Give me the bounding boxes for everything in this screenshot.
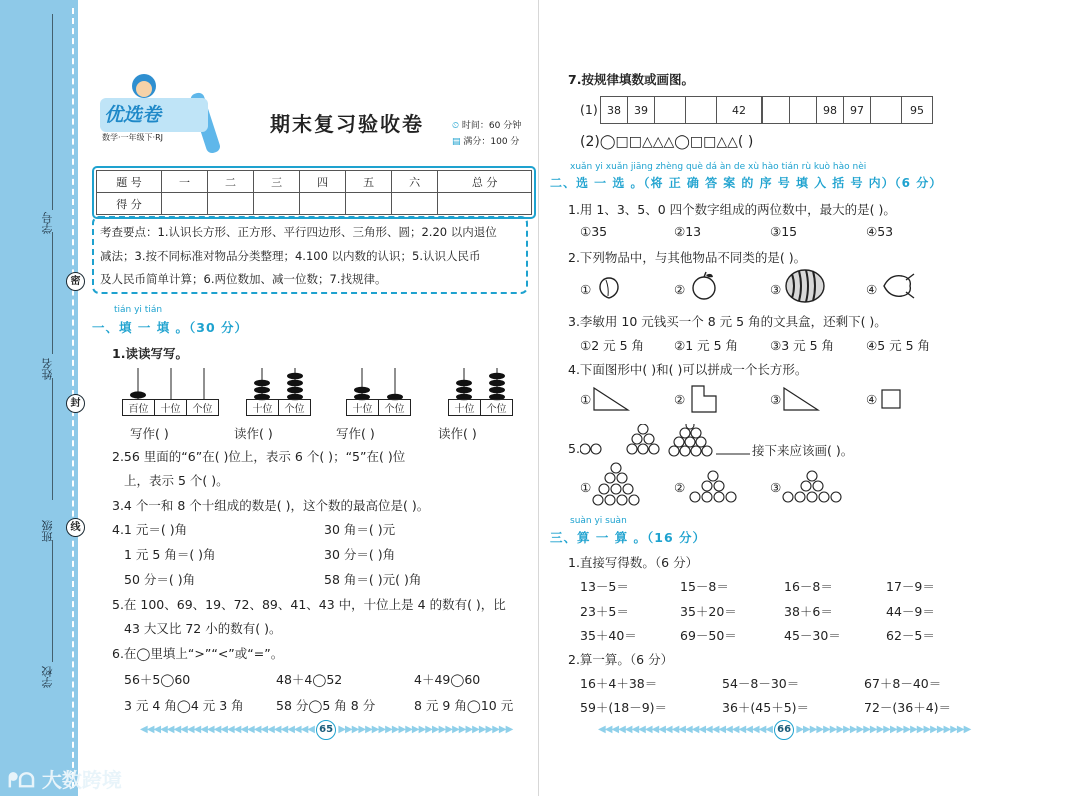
score-cell-head: 题 号	[97, 171, 162, 193]
field-line-student-no	[52, 14, 53, 210]
abacus-4	[448, 366, 514, 414]
square-shape-icon	[880, 388, 902, 410]
score-table-frame	[92, 166, 536, 219]
section3-title: 三、算 一 算 。（16 分）	[550, 530, 707, 545]
option[interactable]: ④	[866, 392, 878, 407]
field-line-class	[52, 378, 53, 500]
calc-item[interactable]: 16＋4＋38＝	[580, 676, 658, 691]
option[interactable]: ③3 元 5 角	[770, 338, 835, 353]
q4-item[interactable]: 58 角＝( )元( )角	[324, 572, 422, 587]
q4-item[interactable]: 1 元 5 角＝( )角	[124, 547, 216, 562]
score-table	[96, 170, 532, 215]
q4-item[interactable]: 30 分＝( )角	[324, 547, 396, 562]
option[interactable]: ①35	[580, 224, 608, 239]
pyramid-option-1-icon	[592, 462, 640, 508]
calc-item[interactable]: 72－(36＋4)＝	[864, 700, 952, 715]
score-icon: ▤	[452, 137, 461, 147]
page-number: 66	[774, 720, 794, 740]
abacus-label-row	[448, 399, 513, 416]
score-cell[interactable]	[438, 193, 532, 215]
footer-arrows-right-icon: ▶▶▶▶▶▶▶▶▶▶▶▶▶▶▶▶▶▶▶▶▶▶▶▶▶▶	[338, 724, 513, 735]
abacus-rods-icon	[122, 366, 220, 402]
score-cell-head: 四	[300, 171, 346, 193]
label-school: 学校	[41, 666, 54, 688]
label-class: 班级	[41, 520, 54, 542]
calc-item[interactable]: 59＋(18－9)＝	[580, 700, 668, 715]
label-student-no: 学号	[41, 212, 54, 234]
apple-icon	[688, 270, 720, 302]
option[interactable]: ②	[674, 480, 686, 495]
calc-item[interactable]: 45－30＝	[784, 628, 841, 643]
score-cell[interactable]	[162, 193, 208, 215]
footer-arrows-left-icon: ◀◀◀◀◀◀◀◀◀◀◀◀◀◀◀◀◀◀◀◀◀◀◀◀◀◀	[140, 724, 314, 735]
abacus-rods-icon	[246, 366, 312, 402]
binding-strip	[0, 0, 81, 796]
sequence-2	[762, 96, 933, 124]
seq3-shapes[interactable]: ◯□□△△△◯□□△△( )	[599, 134, 754, 150]
answer-blank[interactable]: 读作( )	[234, 426, 273, 441]
calc-item[interactable]: 16－8＝	[784, 579, 833, 594]
q4-item[interactable]: 30 角＝( )元	[324, 522, 396, 537]
option[interactable]: ②	[674, 392, 686, 407]
l-shape-icon	[690, 384, 720, 414]
brand-logo	[98, 72, 228, 156]
watermark	[8, 764, 122, 793]
q5-line: 5.在 100、69、19、72、89、41、43 中，十位上是 4 的数有( )，比	[112, 597, 506, 612]
pyramid-option-3-icon	[782, 470, 842, 508]
calc-item[interactable]: 35＋40＝	[580, 628, 637, 643]
option[interactable]: ①	[580, 480, 592, 495]
peach-icon	[594, 272, 624, 302]
option[interactable]: ③	[770, 392, 782, 407]
abacus-place-label: 十位	[347, 400, 379, 415]
choice-q3: 3.李敏用 10 元钱买一个 8 元 5 角的文具盒，还剩下( )。	[568, 314, 887, 329]
abacus-place-label: 个位	[486, 404, 507, 415]
compare-item[interactable]: 56＋5◯60	[124, 672, 191, 687]
field-line-school	[52, 540, 53, 662]
calc-item[interactable]: 36＋(45＋5)＝	[722, 700, 810, 715]
shape-pattern	[580, 134, 753, 150]
footer-arrows-right-icon: ▶▶▶▶▶▶▶▶▶▶▶▶▶▶▶▶▶▶▶▶▶▶▶▶▶▶	[796, 724, 971, 735]
abacus-rods-icon	[448, 366, 514, 402]
answer-blank[interactable]: 写作( )	[130, 426, 169, 441]
abacus-place-label: 百位	[123, 400, 155, 415]
field-line-name	[52, 232, 53, 354]
answer-blank[interactable]: 读作( )	[438, 426, 477, 441]
calc-item[interactable]: 54－8－30＝	[722, 676, 800, 691]
choice-q2: 2.下列物品中，与其他物品不同类的是( )。	[568, 250, 807, 265]
score-cell[interactable]	[346, 193, 392, 215]
score-table-header	[97, 171, 532, 193]
seq-cell[interactable]	[790, 97, 817, 124]
seq1-label: (1)	[580, 102, 598, 117]
score-cell-head: 五	[346, 171, 392, 193]
option[interactable]: ③	[770, 282, 782, 297]
calc-item[interactable]: 15－8＝	[680, 579, 729, 594]
option[interactable]: ③15	[770, 224, 798, 239]
page-footer-left	[140, 720, 512, 740]
score-cell-head: 六	[392, 171, 438, 193]
calc-item[interactable]: 44－9＝	[886, 604, 935, 619]
seq-cell[interactable]	[763, 97, 790, 124]
q1-title: 1.读读写写。	[112, 346, 188, 361]
triangle-shape-icon	[782, 386, 822, 412]
page-divider	[538, 0, 539, 796]
full-score	[452, 134, 519, 147]
seq-cell: 38	[601, 97, 628, 124]
compare-item[interactable]: 4＋49◯60	[414, 672, 481, 687]
choice-q5-tail: 接下来应该画( )。	[752, 443, 854, 458]
option[interactable]: ②13	[674, 224, 702, 239]
watermark-text: 大数跨境	[41, 768, 122, 792]
abacus-label-row	[346, 399, 411, 416]
calc-q1-title: 1.直接写得数。（6 分）	[568, 555, 699, 570]
section2-title: 二、选 一 选 。（将 正 确 答 案 的 序 号 填 入 括 号 内）（6 分）	[550, 176, 943, 190]
q2-line: 2.56 里面的“6”在( )位上，表示 6 个( )；“5”在( )位	[112, 449, 406, 464]
section2-pinyin: xuǎn yi xuǎn jiāng zhèng què dá àn de xù hào tián rù kuò hào nèi	[570, 162, 867, 172]
abacus-place-label: 个位	[192, 404, 213, 415]
seq-cell[interactable]	[686, 97, 717, 124]
abacus-label-row	[246, 399, 311, 416]
full-score-text: 满分：100 分	[463, 137, 520, 147]
right-triangle-shape-icon	[592, 386, 632, 412]
exam-time	[452, 118, 521, 131]
score-cell-head: 二	[208, 171, 254, 193]
page-title: 期末复习验收卷	[270, 112, 424, 136]
calc-item[interactable]: 69－50＝	[680, 628, 737, 643]
calc-item[interactable]: 17－9＝	[886, 579, 935, 594]
section3-pinyin: suàn yi suàn	[570, 516, 627, 526]
page-footer-right	[598, 720, 970, 740]
option[interactable]: ④	[866, 282, 878, 297]
abacus-3	[346, 366, 412, 414]
abacus-rods-icon	[346, 366, 412, 402]
footer-arrows-left-icon: ◀◀◀◀◀◀◀◀◀◀◀◀◀◀◀◀◀◀◀◀◀◀◀◀◀◀	[598, 724, 772, 735]
sequence-1	[600, 96, 762, 124]
clock-icon: ⏲	[452, 121, 460, 131]
option[interactable]: ③	[770, 480, 782, 495]
seq-cell: 39	[628, 97, 655, 124]
answer-blank[interactable]: 写作( )	[336, 426, 375, 441]
option[interactable]: ④5 元 5 角	[866, 338, 931, 353]
compare-item[interactable]: 3 元 4 角◯4 元 3 角	[124, 698, 244, 713]
calc-item[interactable]: 62－5＝	[886, 628, 935, 643]
option[interactable]: ①2 元 5 角	[580, 338, 645, 353]
q6-title: 6.在◯里填上“>”“<”或“=”。	[112, 646, 284, 661]
option[interactable]: ②1 元 5 角	[674, 338, 739, 353]
key-points-line: 考查要点：1.认识长方形、正方形、平行四边形、三角形、圆；2.20 以内退位	[100, 225, 497, 239]
compare-item[interactable]: 48＋4◯52	[276, 672, 343, 687]
abacus-2	[246, 366, 312, 414]
abacus-place-label: 十位	[449, 400, 481, 415]
score-cell[interactable]	[300, 193, 346, 215]
option[interactable]: ④53	[866, 224, 894, 239]
abacus-label-row	[122, 399, 219, 416]
choice-q5-number: 5.	[568, 441, 580, 456]
seq-cell: 98	[817, 97, 844, 124]
score-cell-head: 总 分	[438, 171, 532, 193]
key-points-line: 减法；3.按不同标准对物品分类整理；4.100 以内数的认识；5.认识人民币	[100, 249, 481, 263]
option[interactable]: ②	[674, 282, 686, 297]
calc-item[interactable]: 35＋20＝	[680, 604, 737, 619]
bok-choy-icon	[880, 268, 916, 304]
abacus-place-label: 十位	[247, 400, 279, 415]
label-name: 姓名	[41, 358, 54, 380]
q2-line: 上，表示 5 个( )。	[124, 473, 229, 488]
page-number: 65	[316, 720, 336, 740]
score-cell-label: 得 分	[97, 193, 162, 215]
key-points-line: 及人民币简单计算；6.两位数加、减一位数；7.找规律。	[100, 272, 387, 286]
calc-item[interactable]: 67＋8－40＝	[864, 676, 942, 691]
key-points-box	[92, 216, 528, 294]
q5-line: 43 大又比 72 小的数有( )。	[124, 621, 282, 636]
seq-cell: 97	[844, 97, 871, 124]
abacus-place-label: 个位	[284, 404, 305, 415]
score-table-row	[97, 193, 532, 215]
choice-q4: 4.下面图形中( )和( )可以拼成一个长方形。	[568, 362, 808, 377]
option[interactable]: ①	[580, 282, 592, 297]
subject-grade: 数学·一年级下·RJ	[102, 133, 164, 142]
choice-q1: 1.用 1、3、5、0 四个数字组成的两位数中，最大的是( )。	[568, 202, 896, 217]
seq-cell[interactable]	[655, 97, 686, 124]
section1-pinyin: tián yi tián	[114, 305, 163, 315]
seq-cell[interactable]	[871, 97, 902, 124]
calc-q2-title: 2.算一算。（6 分）	[568, 652, 674, 667]
q4-item[interactable]: 4.1 元＝( )角	[112, 522, 188, 537]
score-cell-head: 一	[162, 171, 208, 193]
exam-time-text: 时间：60 分钟	[461, 121, 522, 131]
calc-item[interactable]: 23＋5＝	[580, 604, 629, 619]
section1-title: 一、填 一 填 。（30 分）	[92, 320, 249, 335]
calc-item[interactable]: 38＋6＝	[784, 604, 833, 619]
compare-item[interactable]: 8 元 9 角◯10 元	[414, 698, 514, 713]
seal-feng: 封	[66, 394, 85, 413]
seq-cell: 42	[717, 97, 762, 124]
pyramid-option-2-icon	[686, 470, 740, 508]
abacus-1	[122, 366, 220, 414]
seal-xian: 线	[66, 518, 85, 537]
compare-item[interactable]: 58 分◯5 角 8 分	[276, 698, 376, 713]
q3-text: 3.4 个一和 8 个十组成的数是( )，这个数的最高位是( )。	[112, 498, 430, 513]
score-cell[interactable]	[208, 193, 254, 215]
watermark-logo-icon: ᖰᗝ	[8, 768, 35, 792]
score-cell[interactable]	[392, 193, 438, 215]
abacus-place-label: 十位	[155, 400, 187, 415]
calc-item[interactable]: 13－5＝	[580, 579, 629, 594]
seq3-label: (2)	[580, 134, 600, 150]
abacus-place-label: 个位	[384, 404, 405, 415]
q7-title: 7.按规律填数或画图。	[568, 72, 694, 87]
option[interactable]: ①	[580, 392, 592, 407]
score-cell[interactable]	[254, 193, 300, 215]
seal-mi: 密	[66, 272, 85, 291]
logo-text: 优选卷	[104, 104, 162, 126]
q4-item[interactable]: 50 分＝( )角	[124, 572, 196, 587]
score-cell-head: 三	[254, 171, 300, 193]
watermelon-icon	[784, 268, 826, 304]
seq-cell: 95	[902, 97, 933, 124]
